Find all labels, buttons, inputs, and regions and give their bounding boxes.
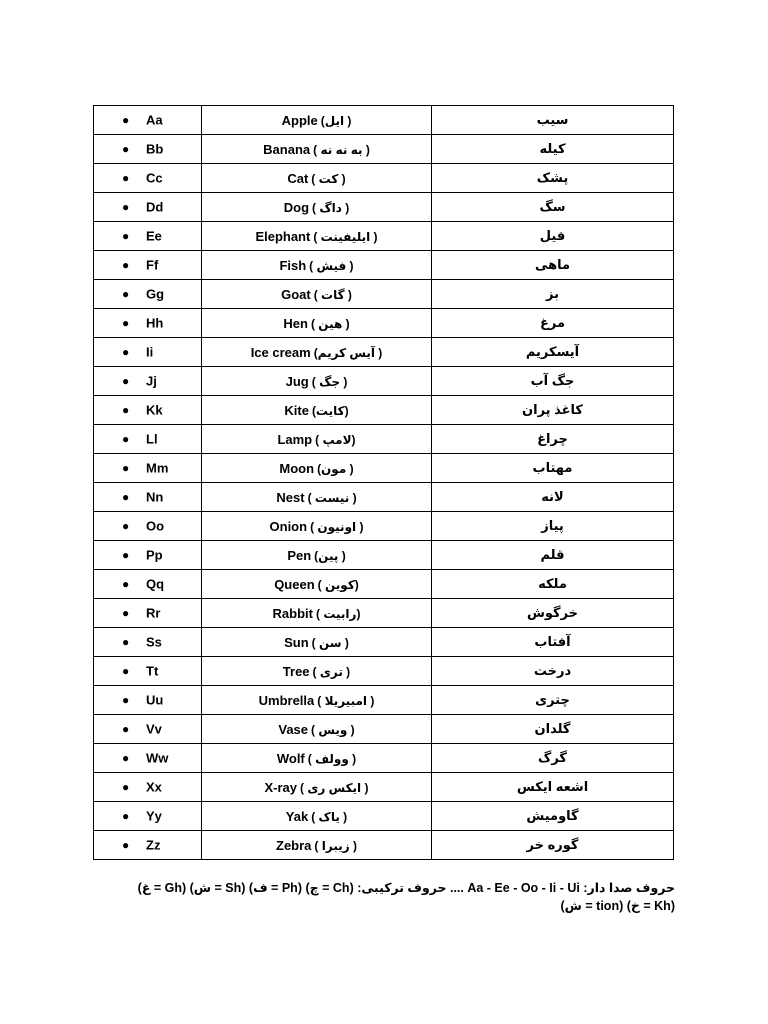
english-word: Onion — [269, 518, 308, 534]
word-cell — [202, 338, 432, 367]
pronunciation: ( وولف ) — [307, 751, 357, 766]
letter: Ii — [146, 344, 154, 360]
table-row — [94, 773, 674, 802]
word-cell — [202, 309, 432, 338]
persian-word: گرگ — [432, 744, 674, 773]
pronunciation: ( ایکس ری ) — [300, 780, 369, 795]
table-row — [94, 106, 674, 135]
table-row — [94, 135, 674, 164]
letter: Yy — [146, 808, 162, 824]
bullet-icon: ● — [122, 229, 130, 243]
letter: Mm — [146, 460, 169, 476]
english-word: Nest — [276, 489, 305, 505]
pronunciation: ( فیش ) — [309, 258, 354, 273]
bullet-icon: ● — [122, 664, 130, 678]
word-cell — [202, 367, 432, 396]
bullet-icon: ● — [122, 519, 130, 533]
table-row — [94, 599, 674, 628]
english-word: Apple — [281, 112, 318, 128]
bullet-icon: ● — [122, 403, 130, 417]
persian-word: پشک — [432, 164, 674, 193]
letter-cell — [94, 367, 202, 396]
letter-cell — [94, 280, 202, 309]
letter-cell — [94, 425, 202, 454]
bullet-icon: ● — [122, 200, 130, 214]
pronunciation: ( ایل) — [320, 113, 352, 128]
letter: Jj — [146, 373, 157, 389]
letter: Bb — [146, 141, 164, 157]
english-word: Lamp — [277, 431, 313, 447]
letter-cell — [94, 135, 202, 164]
pronunciation: (رابیت ) — [315, 606, 361, 621]
pronunciation: ( ایلیفینت ) — [313, 229, 378, 244]
english-word: Dog — [283, 199, 310, 215]
persian-word: پیاز — [432, 512, 674, 541]
bullet-icon: ● — [122, 345, 130, 359]
letter-cell — [94, 744, 202, 773]
notes-line-1: حروف صدا دار: Aa - Ee - Oo - Ii - Ui .... حروف ترکیبی: (Ch = چ) (Ph = ف) (Sh = ش) (Gh = غ) — [137, 881, 675, 895]
letter: Zz — [146, 837, 161, 853]
english-word: Moon — [279, 460, 315, 476]
letter: Ll — [146, 431, 158, 447]
word-cell — [202, 541, 432, 570]
persian-word: گوره خر — [432, 831, 674, 860]
bullet-icon: ● — [122, 258, 130, 272]
letter-cell — [94, 309, 202, 338]
word-cell — [202, 802, 432, 831]
letter-cell — [94, 831, 202, 860]
word-cell — [202, 570, 432, 599]
letter-cell — [94, 599, 202, 628]
english-word: Rabbit — [272, 605, 313, 621]
letter-cell — [94, 773, 202, 802]
word-cell — [202, 135, 432, 164]
word-cell — [202, 628, 432, 657]
bullet-icon: ● — [122, 693, 130, 707]
bullet-icon: ● — [122, 780, 130, 794]
letter: Vv — [146, 721, 162, 737]
persian-word: ملکه — [432, 570, 674, 599]
pronunciation: ( گات ) — [313, 287, 352, 302]
table-row — [94, 512, 674, 541]
letter-cell — [94, 628, 202, 657]
word-cell — [202, 425, 432, 454]
bullet-icon: ● — [122, 374, 130, 388]
persian-word: مرغ — [432, 309, 674, 338]
table-row — [94, 425, 674, 454]
pronunciation: (کوین ) — [317, 577, 359, 592]
pronunciation: ( زیبرا ) — [314, 838, 357, 853]
table-row — [94, 338, 674, 367]
english-word: Zebra — [276, 837, 312, 853]
pronunciation: (لامپ ) — [315, 432, 356, 447]
word-cell — [202, 454, 432, 483]
bullet-icon: ● — [122, 316, 130, 330]
bullet-icon: ● — [122, 606, 130, 620]
letter: Ss — [146, 634, 162, 650]
english-word: Hen — [283, 315, 308, 331]
bullet-icon: ● — [122, 171, 130, 185]
table-row — [94, 483, 674, 512]
word-cell — [202, 164, 432, 193]
alphabet-rows — [94, 106, 674, 860]
word-cell — [202, 599, 432, 628]
english-word: X-ray — [264, 779, 298, 795]
english-word: Elephant — [255, 228, 311, 244]
persian-word: قلم — [432, 541, 674, 570]
letter: Kk — [146, 402, 163, 418]
letter-cell — [94, 570, 202, 599]
pronunciation: ( نیست ) — [307, 490, 357, 505]
persian-word: اشعه ایکس — [432, 773, 674, 802]
table-row — [94, 396, 674, 425]
bullet-icon: ● — [122, 287, 130, 301]
persian-word: درخت — [432, 657, 674, 686]
letter-cell — [94, 338, 202, 367]
letter-cell — [94, 222, 202, 251]
english-word: Banana — [263, 141, 311, 157]
persian-word: کاغذ پران — [432, 396, 674, 425]
table-row — [94, 251, 674, 280]
table-row — [94, 831, 674, 860]
table-row — [94, 193, 674, 222]
letter: Dd — [146, 199, 164, 215]
letter-cell — [94, 657, 202, 686]
pronunciation: ( داگ ) — [312, 200, 350, 215]
table-row — [94, 222, 674, 251]
table-row — [94, 686, 674, 715]
word-cell — [202, 280, 432, 309]
table-row — [94, 802, 674, 831]
letter-cell — [94, 193, 202, 222]
persian-word: چتری — [432, 686, 674, 715]
notes — [93, 879, 675, 915]
letter-cell — [94, 396, 202, 425]
word-cell — [202, 396, 432, 425]
english-word: Wolf — [276, 750, 305, 766]
letter-cell — [94, 512, 202, 541]
letter: Gg — [146, 286, 165, 302]
bullet-icon: ● — [122, 722, 130, 736]
pronunciation: ( امبیریلا ) — [317, 693, 375, 708]
pronunciation: ( تری ) — [312, 664, 351, 679]
pronunciation: ( جگ ) — [311, 374, 348, 389]
bullet-icon: ● — [122, 142, 130, 156]
persian-word: سیب — [432, 106, 674, 135]
persian-word: گاومیش — [432, 802, 674, 831]
letter: Uu — [146, 692, 164, 708]
letter-cell — [94, 251, 202, 280]
english-word: Jug — [285, 373, 309, 389]
english-word: Pen — [287, 547, 312, 563]
letter: Aa — [146, 112, 163, 128]
persian-word: مهتاب — [432, 454, 674, 483]
letter-cell — [94, 454, 202, 483]
alphabet-table — [93, 105, 674, 860]
persian-word: سگ — [432, 193, 674, 222]
table-row — [94, 628, 674, 657]
english-word: Queen — [274, 576, 315, 592]
pronunciation: ( کت ) — [311, 171, 346, 186]
letter-cell — [94, 686, 202, 715]
word-cell — [202, 193, 432, 222]
letter: Ff — [146, 257, 159, 273]
letter: Ee — [146, 228, 162, 244]
table-row — [94, 570, 674, 599]
english-word: Fish — [279, 257, 307, 273]
pronunciation: ( هین ) — [310, 316, 350, 331]
english-word: Ice cream — [250, 344, 311, 360]
pronunciation: ( پین) — [314, 548, 346, 563]
persian-word: آیسکریم — [432, 338, 674, 367]
bullet-icon: ● — [122, 635, 130, 649]
letter: Oo — [146, 518, 165, 534]
word-cell — [202, 657, 432, 686]
bullet-icon: ● — [122, 490, 130, 504]
letter-cell — [94, 802, 202, 831]
letter: Ww — [146, 750, 169, 766]
letter: Rr — [146, 605, 161, 621]
word-cell — [202, 686, 432, 715]
word-cell — [202, 744, 432, 773]
table-row — [94, 280, 674, 309]
pronunciation: (کایت) — [311, 403, 349, 418]
english-word: Tree — [282, 663, 310, 679]
persian-word: فیل — [432, 222, 674, 251]
word-cell — [202, 512, 432, 541]
pronunciation: ( به نه نه ) — [313, 142, 370, 157]
letter: Hh — [146, 315, 164, 331]
persian-word: جگ آب — [432, 367, 674, 396]
persian-word: چراغ — [432, 425, 674, 454]
letter: Tt — [146, 663, 159, 679]
letter: Nn — [146, 489, 164, 505]
english-word: Umbrella — [258, 692, 315, 708]
letter: Xx — [146, 779, 162, 795]
persian-word: بز — [432, 280, 674, 309]
bullet-icon: ● — [122, 432, 130, 446]
letter-cell — [94, 541, 202, 570]
bullet-icon: ● — [122, 461, 130, 475]
english-word: Vase — [278, 721, 309, 737]
letter: Pp — [146, 547, 163, 563]
persian-word: گلدان — [432, 715, 674, 744]
letter-cell — [94, 106, 202, 135]
word-cell — [202, 831, 432, 860]
table-row — [94, 657, 674, 686]
table-row — [94, 309, 674, 338]
pronunciation: ( ویس ) — [311, 722, 355, 737]
bullet-icon: ● — [122, 838, 130, 852]
english-word: Goat — [281, 286, 311, 302]
word-cell — [202, 773, 432, 802]
bullet-icon: ● — [122, 751, 130, 765]
bullet-icon: ● — [122, 113, 130, 127]
letter-cell — [94, 483, 202, 512]
pronunciation: ( یاک ) — [311, 809, 348, 824]
pronunciation: ( سن ) — [311, 635, 349, 650]
pronunciation: ( مون) — [317, 461, 354, 476]
bullet-icon: ● — [122, 809, 130, 823]
english-word: Cat — [287, 170, 309, 186]
english-word: Yak — [285, 808, 309, 824]
bullet-icon: ● — [122, 577, 130, 591]
letter-cell — [94, 164, 202, 193]
table-row — [94, 541, 674, 570]
persian-word: لانه — [432, 483, 674, 512]
bullet-icon: ● — [122, 548, 130, 562]
word-cell — [202, 222, 432, 251]
english-word: Kite — [284, 402, 309, 418]
word-cell — [202, 106, 432, 135]
pronunciation: ( اونیون ) — [310, 519, 364, 534]
letter: Qq — [146, 576, 165, 592]
english-word: Sun — [284, 634, 309, 650]
notes-line-2: (Kh = خ) (tion = ش) — [560, 899, 675, 913]
table-row — [94, 744, 674, 773]
word-cell — [202, 715, 432, 744]
persian-word: خرگوش — [432, 599, 674, 628]
letter-cell — [94, 715, 202, 744]
pronunciation: ( آیس کریم) — [313, 345, 383, 360]
table-row — [94, 164, 674, 193]
persian-word: کیله — [432, 135, 674, 164]
persian-word: آفتاب — [432, 628, 674, 657]
word-cell — [202, 251, 432, 280]
letter: Cc — [146, 170, 163, 186]
word-cell — [202, 483, 432, 512]
persian-word: ماهی — [432, 251, 674, 280]
table-row — [94, 367, 674, 396]
table-row — [94, 454, 674, 483]
table-row — [94, 715, 674, 744]
